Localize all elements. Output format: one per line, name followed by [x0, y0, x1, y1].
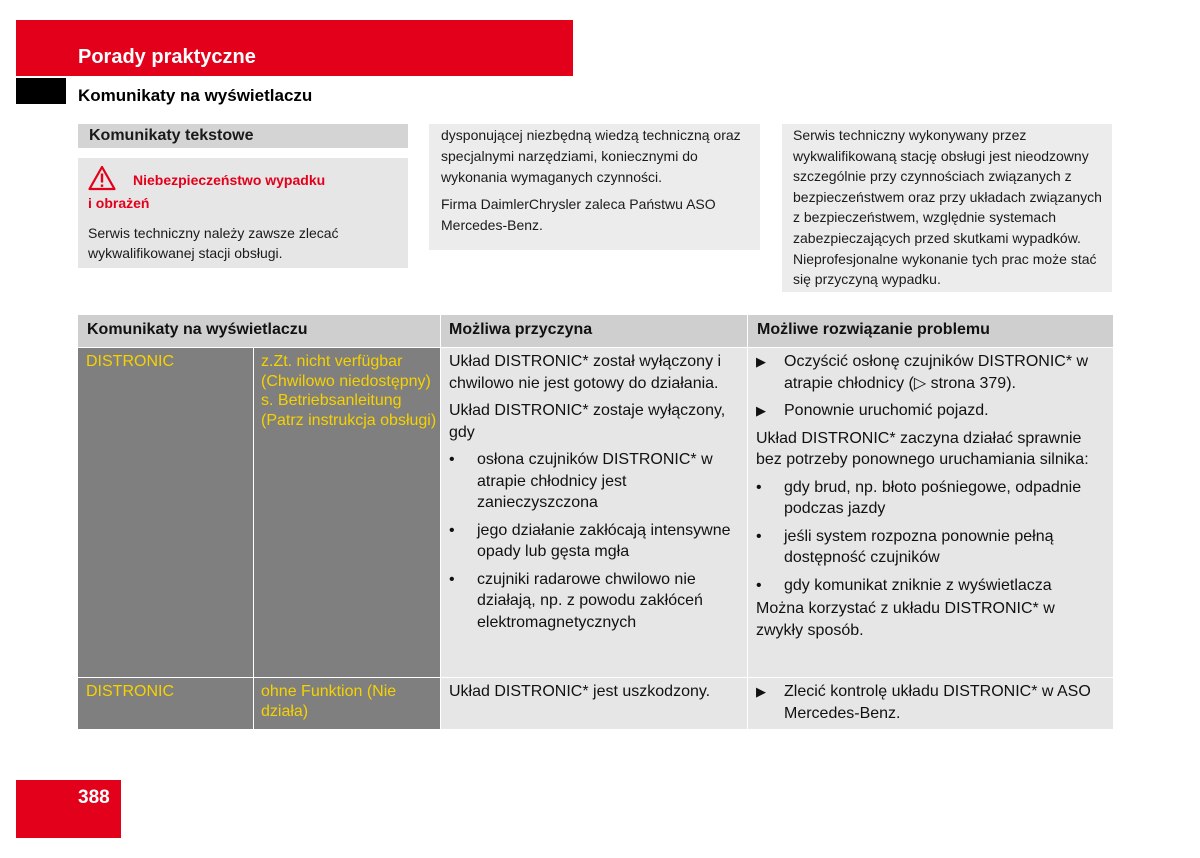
display-message: ohne Funktion (Nie działa): [261, 683, 397, 720]
table-divider: [253, 347, 254, 729]
middle-paragraph-2: Firma DaimlerChrysler zaleca Państwu ASO Mercedes-Benz.: [441, 196, 716, 233]
system-name: DISTRONIC: [86, 683, 174, 700]
list-item: • gdy brud, np. błoto pośniegowe, odpadnie podczas jazdy: [756, 478, 1082, 517]
section-heading: Komunikaty tekstowe: [78, 124, 408, 148]
page-subtitle: Komunikaty na wyświetlaczu: [78, 86, 313, 105]
step-arrow-icon: ▶: [756, 403, 766, 418]
header-black-tab: [16, 78, 66, 104]
right-paragraph: Serwis techniczny wykonywany przez wykwalifikowaną stację obsługi jest nieodzowny szczególnie przy czynnościach związanych z bezpieczeństwem oraz przy układach związanych z bezpieczeństwem, względnie systemach zabezpieczających przed skutkami wypadków. Nieprofesjonalne wykonanie tych prac może stać się przyczyną wypadku.: [793, 127, 1102, 288]
display-messages-table: [78, 315, 1113, 729]
page-number: 388: [78, 787, 110, 808]
system-name: DISTRONIC: [86, 353, 174, 370]
list-item: • jego działanie zakłócają intensywne opady lub gęsta mgła: [449, 521, 731, 560]
solution-paragraph: Układ DISTRONIC* zaczyna działać sprawnie bez potrzeby ponownego uruchamiania silnika:: [756, 429, 1089, 468]
solution-content: [756, 681, 1106, 724]
middle-paragraph-1: dysponującej niezbędną wiedzą techniczną oraz specjalnymi narzędziami, koniecznymi do wykonania wymaganych czynności.: [441, 127, 741, 185]
list-item: • jeśli system rozpozna ponownie pełną dostępność czujników: [756, 527, 1054, 566]
table-divider: [747, 315, 748, 729]
warning-title-continued: i obrażeń: [88, 195, 150, 211]
table-divider: [440, 315, 441, 729]
warning-text: Serwis techniczny należy zawsze zlecać wykwalifikowanej stacji obsługi.: [88, 225, 339, 261]
cause-paragraph: Układ DISTRONIC* zostaje wyłączony, gdy: [449, 402, 726, 441]
cause-paragraph: Układ DISTRONIC* został wyłączony i chwilowo nie jest gotowy do działania.: [449, 353, 722, 392]
warning-title: Niebezpieczeństwo wypadku: [133, 172, 326, 188]
solution-paragraph: Można korzystać z układu DISTRONIC* w zwykły sposób.: [756, 600, 1055, 639]
chapter-title: Porady praktyczne: [78, 46, 256, 68]
cause-paragraph: Układ DISTRONIC* jest uszkodzony.: [449, 683, 711, 700]
display-message: z.Zt. nicht verfügbar (Chwilowo niedostępny) s. Betriebsanleitung (Patrz instrukcja obsługi): [261, 353, 437, 429]
step-item: ▶ Ponownie uruchomić pojazd.: [756, 400, 1106, 422]
table-divider: [78, 347, 1113, 348]
list-item: • gdy komunikat zniknie z wyświetlacza: [756, 576, 1052, 594]
table-header-messages: Komunikaty na wyświetlaczu: [78, 315, 440, 347]
list-item: • osłona czujników DISTRONIC* w atrapie chłodnicy jest zanieczyszczona: [449, 451, 713, 511]
cause-content: [449, 351, 741, 633]
step-arrow-icon: ▶: [756, 684, 766, 699]
table-header-solution: Możliwe rozwiązanie problemu: [748, 315, 1113, 347]
solution-content: [756, 351, 1106, 641]
warning-triangle-icon: [88, 165, 116, 191]
list-item: • czujniki radarowe chwilowo nie działają, np. z powodu zakłóceń elektromagnetycznych: [449, 570, 703, 631]
step-item: ▶ Zlecić kontrolę układu DISTRONIC* w ASO Mercedes-Benz.: [756, 683, 1091, 722]
step-arrow-icon: ▶: [756, 354, 766, 369]
step-item: ▶ Oczyścić osłonę czujników DISTRONIC* w atrapie chłodnicy (▷ strona 379).: [756, 353, 1089, 392]
table-header-cause: Możliwa przyczyna: [440, 315, 748, 347]
table-divider: [78, 677, 1113, 678]
